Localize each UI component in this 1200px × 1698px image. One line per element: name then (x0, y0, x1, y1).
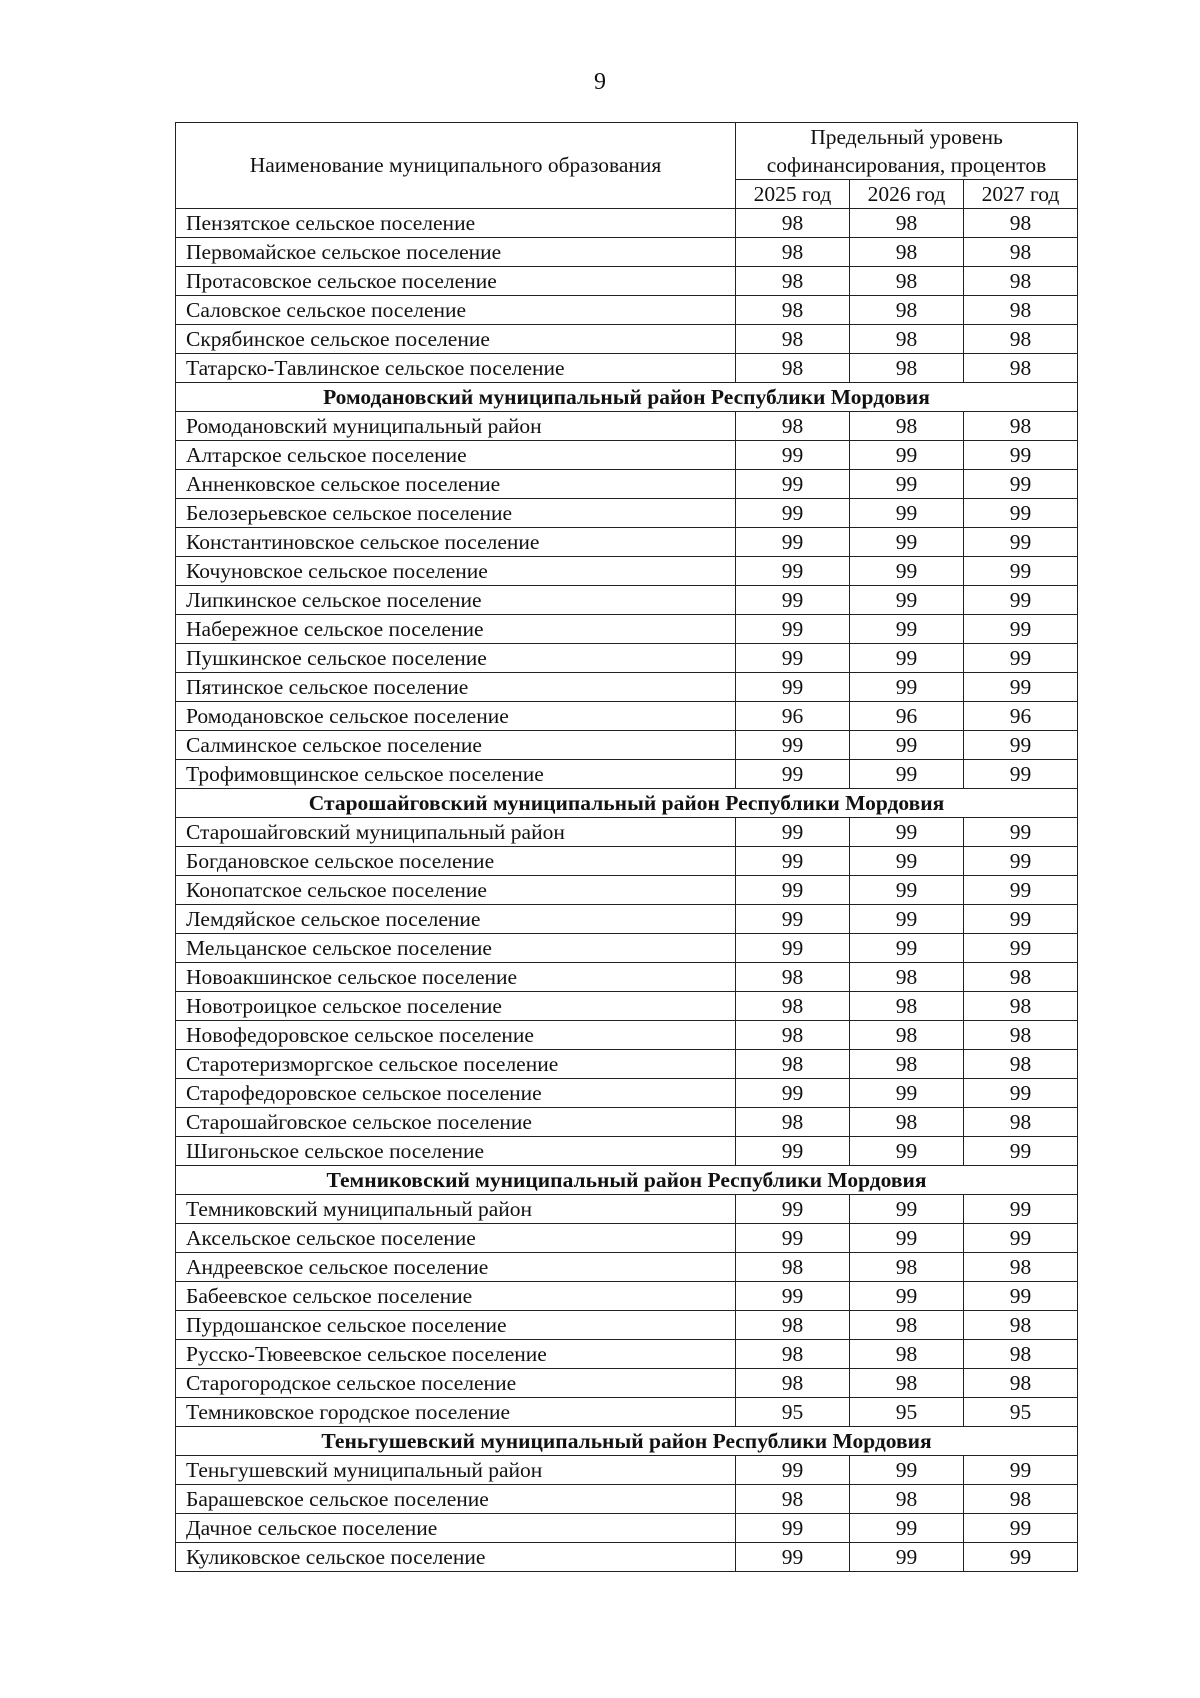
table-row (176, 238, 1078, 267)
value-2026: 98 (850, 1340, 964, 1369)
value-2025: 99 (736, 441, 850, 470)
header-year-2026: 2026 год (850, 180, 964, 209)
value-2027: 99 (964, 1282, 1078, 1311)
value-2027: 99 (964, 1224, 1078, 1253)
municipality-name: Салминское сельское поселение (176, 731, 736, 760)
table-row (176, 209, 1078, 238)
municipality-name: Константиновское сельское поселение (176, 528, 736, 557)
value-2025: 99 (736, 1456, 850, 1485)
value-2025: 99 (736, 731, 850, 760)
value-2027: 98 (964, 267, 1078, 296)
table-row (176, 1340, 1078, 1369)
value-2027: 98 (964, 1021, 1078, 1050)
table-row (176, 470, 1078, 499)
table-row (176, 296, 1078, 325)
value-2027: 98 (964, 1485, 1078, 1514)
table-row (176, 615, 1078, 644)
value-2025: 99 (736, 586, 850, 615)
municipality-name: Ромодановский муниципальный район (176, 412, 736, 441)
table-row (176, 963, 1078, 992)
value-2026: 98 (850, 1108, 964, 1137)
value-2026: 99 (850, 528, 964, 557)
value-2025: 99 (736, 499, 850, 528)
value-2026: 98 (850, 412, 964, 441)
value-2025: 99 (736, 644, 850, 673)
value-2027: 99 (964, 615, 1078, 644)
table-row (176, 818, 1078, 847)
table-row (176, 731, 1078, 760)
value-2027: 99 (964, 1514, 1078, 1543)
header-year-2027: 2027 год (964, 180, 1078, 209)
value-2027: 98 (964, 1340, 1078, 1369)
value-2025: 95 (736, 1398, 850, 1427)
value-2027: 98 (964, 412, 1078, 441)
value-2027: 99 (964, 441, 1078, 470)
table-header (176, 123, 1078, 209)
table-row (176, 1253, 1078, 1282)
municipality-name: Богдановское сельское поселение (176, 847, 736, 876)
value-2027: 96 (964, 702, 1078, 731)
value-2026: 98 (850, 1253, 964, 1282)
municipality-name: Трофимовщинское сельское поселение (176, 760, 736, 789)
value-2025: 98 (736, 1340, 850, 1369)
header-level-line2: софинансирования, процентов (766, 153, 1047, 177)
table-body (176, 209, 1078, 1572)
value-2025: 98 (736, 1485, 850, 1514)
value-2027: 99 (964, 760, 1078, 789)
value-2027: 98 (964, 238, 1078, 267)
value-2026: 98 (850, 1021, 964, 1050)
municipality-name: Старофедоровское сельское поселение (176, 1079, 736, 1108)
table-row (176, 325, 1078, 354)
table-row (176, 1514, 1078, 1543)
value-2027: 99 (964, 470, 1078, 499)
value-2026: 99 (850, 1543, 964, 1572)
municipality-name: Пурдошанское сельское поселение (176, 1311, 736, 1340)
table-row (176, 267, 1078, 296)
value-2027: 99 (964, 586, 1078, 615)
value-2025: 99 (736, 905, 850, 934)
value-2025: 98 (736, 1021, 850, 1050)
value-2026: 98 (850, 209, 964, 238)
value-2026: 99 (850, 1224, 964, 1253)
value-2027: 98 (964, 963, 1078, 992)
municipality-name: Теньгушевский муниципальный район (176, 1456, 736, 1485)
value-2026: 98 (850, 963, 964, 992)
value-2026: 98 (850, 354, 964, 383)
value-2027: 98 (964, 1253, 1078, 1282)
value-2026: 99 (850, 1514, 964, 1543)
value-2027: 99 (964, 1543, 1078, 1572)
value-2026: 99 (850, 1137, 964, 1166)
value-2026: 98 (850, 238, 964, 267)
value-2025: 98 (736, 1050, 850, 1079)
value-2027: 99 (964, 1137, 1078, 1166)
value-2027: 99 (964, 847, 1078, 876)
value-2026: 99 (850, 847, 964, 876)
municipality-name: Протасовское сельское поселение (176, 267, 736, 296)
municipality-name: Старошайговский муниципальный район (176, 818, 736, 847)
district-group-title: Старошайговский муниципальный район Республики Мордовия (176, 789, 1078, 818)
value-2025: 98 (736, 1311, 850, 1340)
table-row (176, 1398, 1078, 1427)
table-row (176, 760, 1078, 789)
table-row (176, 557, 1078, 586)
value-2025: 98 (736, 325, 850, 354)
municipality-name: Лемдяйское сельское поселение (176, 905, 736, 934)
municipality-name: Конопатское сельское поселение (176, 876, 736, 905)
value-2026: 99 (850, 818, 964, 847)
value-2026: 99 (850, 441, 964, 470)
value-2025: 98 (736, 1369, 850, 1398)
value-2027: 99 (964, 905, 1078, 934)
table-row (176, 441, 1078, 470)
value-2025: 99 (736, 673, 850, 702)
district-group-row (176, 1427, 1078, 1456)
value-2026: 98 (850, 1485, 964, 1514)
value-2025: 99 (736, 1079, 850, 1108)
table-row (176, 1282, 1078, 1311)
value-2027: 95 (964, 1398, 1078, 1427)
value-2027: 98 (964, 1311, 1078, 1340)
value-2026: 95 (850, 1398, 964, 1427)
value-2025: 98 (736, 209, 850, 238)
value-2027: 99 (964, 1079, 1078, 1108)
table-row (176, 528, 1078, 557)
table-row (176, 1079, 1078, 1108)
value-2025: 98 (736, 1253, 850, 1282)
district-group-row (176, 383, 1078, 412)
municipality-name: Темниковское городское поселение (176, 1398, 736, 1427)
table-row (176, 905, 1078, 934)
value-2026: 99 (850, 644, 964, 673)
value-2026: 96 (850, 702, 964, 731)
value-2025: 99 (736, 934, 850, 963)
table-row (176, 1021, 1078, 1050)
value-2025: 98 (736, 412, 850, 441)
municipality-name: Набережное сельское поселение (176, 615, 736, 644)
value-2025: 99 (736, 876, 850, 905)
value-2027: 98 (964, 325, 1078, 354)
table-row (176, 1543, 1078, 1572)
value-2025: 99 (736, 470, 850, 499)
value-2026: 99 (850, 731, 964, 760)
table-row (176, 934, 1078, 963)
table-row (176, 412, 1078, 441)
value-2026: 99 (850, 760, 964, 789)
value-2025: 99 (736, 1224, 850, 1253)
municipality-name: Пушкинское сельское поселение (176, 644, 736, 673)
header-row-top (176, 123, 1078, 180)
value-2026: 98 (850, 1050, 964, 1079)
value-2026: 99 (850, 557, 964, 586)
municipality-name: Новофедоровское сельское поселение (176, 1021, 736, 1050)
value-2026: 99 (850, 499, 964, 528)
table-row (176, 673, 1078, 702)
table-row (176, 586, 1078, 615)
table-row (176, 1137, 1078, 1166)
value-2026: 98 (850, 296, 964, 325)
municipality-name: Белозерьевское сельское поселение (176, 499, 736, 528)
municipality-name: Мельцанское сельское поселение (176, 934, 736, 963)
value-2027: 99 (964, 673, 1078, 702)
value-2027: 98 (964, 209, 1078, 238)
municipality-name: Аксельское сельское поселение (176, 1224, 736, 1253)
municipality-name: Русско-Тювеевское сельское поселение (176, 1340, 736, 1369)
value-2027: 99 (964, 1195, 1078, 1224)
table-row (176, 1485, 1078, 1514)
municipality-name: Старотеризморгское сельское поселение (176, 1050, 736, 1079)
municipality-name: Новотроицкое сельское поселение (176, 992, 736, 1021)
value-2025: 98 (736, 1108, 850, 1137)
value-2027: 98 (964, 1369, 1078, 1398)
value-2025: 98 (736, 963, 850, 992)
value-2027: 98 (964, 1050, 1078, 1079)
value-2027: 99 (964, 876, 1078, 905)
table-row (176, 1456, 1078, 1485)
municipality-name: Старогородское сельское поселение (176, 1369, 736, 1398)
district-group-title: Теньгушевский муниципальный район Республики Мордовия (176, 1427, 1078, 1456)
value-2027: 99 (964, 1456, 1078, 1485)
value-2027: 99 (964, 499, 1078, 528)
municipality-name: Куликовское сельское поселение (176, 1543, 736, 1572)
table-row (176, 1050, 1078, 1079)
value-2025: 99 (736, 557, 850, 586)
value-2026: 98 (850, 1369, 964, 1398)
value-2026: 99 (850, 1079, 964, 1108)
municipality-name: Ромодановское сельское поселение (176, 702, 736, 731)
table-row (176, 499, 1078, 528)
value-2025: 99 (736, 1195, 850, 1224)
value-2025: 98 (736, 296, 850, 325)
municipality-name: Барашевское сельское поселение (176, 1485, 736, 1514)
value-2026: 99 (850, 934, 964, 963)
value-2025: 98 (736, 238, 850, 267)
value-2026: 98 (850, 1311, 964, 1340)
value-2027: 98 (964, 1108, 1078, 1137)
table-row (176, 1195, 1078, 1224)
value-2025: 99 (736, 1514, 850, 1543)
header-level-line1: Предельный уровень (810, 125, 1003, 149)
table-row (176, 354, 1078, 383)
value-2025: 98 (736, 267, 850, 296)
value-2025: 98 (736, 992, 850, 1021)
value-2025: 99 (736, 1137, 850, 1166)
municipality-name: Старошайговское сельское поселение (176, 1108, 736, 1137)
table-row (176, 1311, 1078, 1340)
value-2027: 98 (964, 992, 1078, 1021)
municipality-name: Шигоньское сельское поселение (176, 1137, 736, 1166)
value-2026: 99 (850, 1282, 964, 1311)
value-2026: 98 (850, 267, 964, 296)
municipality-name: Дачное сельское поселение (176, 1514, 736, 1543)
value-2026: 99 (850, 673, 964, 702)
municipality-name: Алтарское сельское поселение (176, 441, 736, 470)
district-group-row (176, 1166, 1078, 1195)
value-2026: 98 (850, 992, 964, 1021)
value-2025: 99 (736, 847, 850, 876)
municipality-name: Новоакшинское сельское поселение (176, 963, 736, 992)
municipality-name: Пензятское сельское поселение (176, 209, 736, 238)
municipality-name: Темниковский муниципальный район (176, 1195, 736, 1224)
value-2025: 99 (736, 528, 850, 557)
municipality-name: Скрябинское сельское поселение (176, 325, 736, 354)
value-2027: 98 (964, 296, 1078, 325)
table-row (176, 644, 1078, 673)
table-row (176, 992, 1078, 1021)
municipality-name: Бабеевское сельское поселение (176, 1282, 736, 1311)
municipality-name: Андреевское сельское поселение (176, 1253, 736, 1282)
table-row (176, 1369, 1078, 1398)
value-2026: 98 (850, 325, 964, 354)
value-2026: 99 (850, 1195, 964, 1224)
value-2025: 99 (736, 615, 850, 644)
value-2026: 99 (850, 586, 964, 615)
value-2025: 99 (736, 1282, 850, 1311)
value-2025: 98 (736, 354, 850, 383)
value-2027: 98 (964, 354, 1078, 383)
header-cofinancing-level (736, 123, 1078, 180)
value-2026: 99 (850, 470, 964, 499)
value-2025: 99 (736, 760, 850, 789)
value-2027: 99 (964, 644, 1078, 673)
value-2025: 96 (736, 702, 850, 731)
table-row (176, 1224, 1078, 1253)
cofinancing-table (175, 122, 1078, 1572)
value-2025: 99 (736, 1543, 850, 1572)
value-2027: 99 (964, 818, 1078, 847)
value-2025: 99 (736, 818, 850, 847)
header-year-2025: 2025 год (736, 180, 850, 209)
value-2027: 99 (964, 731, 1078, 760)
value-2026: 99 (850, 876, 964, 905)
municipality-name: Саловское сельское поселение (176, 296, 736, 325)
district-group-title: Ромодановский муниципальный район Республики Мордовия (176, 383, 1078, 412)
value-2027: 99 (964, 934, 1078, 963)
page-number: 9 (594, 69, 606, 95)
header-name-column: Наименование муниципального образования (176, 123, 736, 209)
value-2027: 99 (964, 528, 1078, 557)
table-row (176, 876, 1078, 905)
value-2027: 99 (964, 557, 1078, 586)
municipality-name: Кочуновское сельское поселение (176, 557, 736, 586)
district-group-title: Темниковский муниципальный район Республики Мордовия (176, 1166, 1078, 1195)
value-2026: 99 (850, 1456, 964, 1485)
table-row (176, 847, 1078, 876)
district-group-row (176, 789, 1078, 818)
municipality-name: Первомайское сельское поселение (176, 238, 736, 267)
municipality-name: Пятинское сельское поселение (176, 673, 736, 702)
municipality-name: Татарско-Тавлинское сельское поселение (176, 354, 736, 383)
value-2026: 99 (850, 615, 964, 644)
municipality-name: Липкинское сельское поселение (176, 586, 736, 615)
table-row (176, 702, 1078, 731)
table-row (176, 1108, 1078, 1137)
municipality-name: Анненковское сельское поселение (176, 470, 736, 499)
value-2026: 99 (850, 905, 964, 934)
